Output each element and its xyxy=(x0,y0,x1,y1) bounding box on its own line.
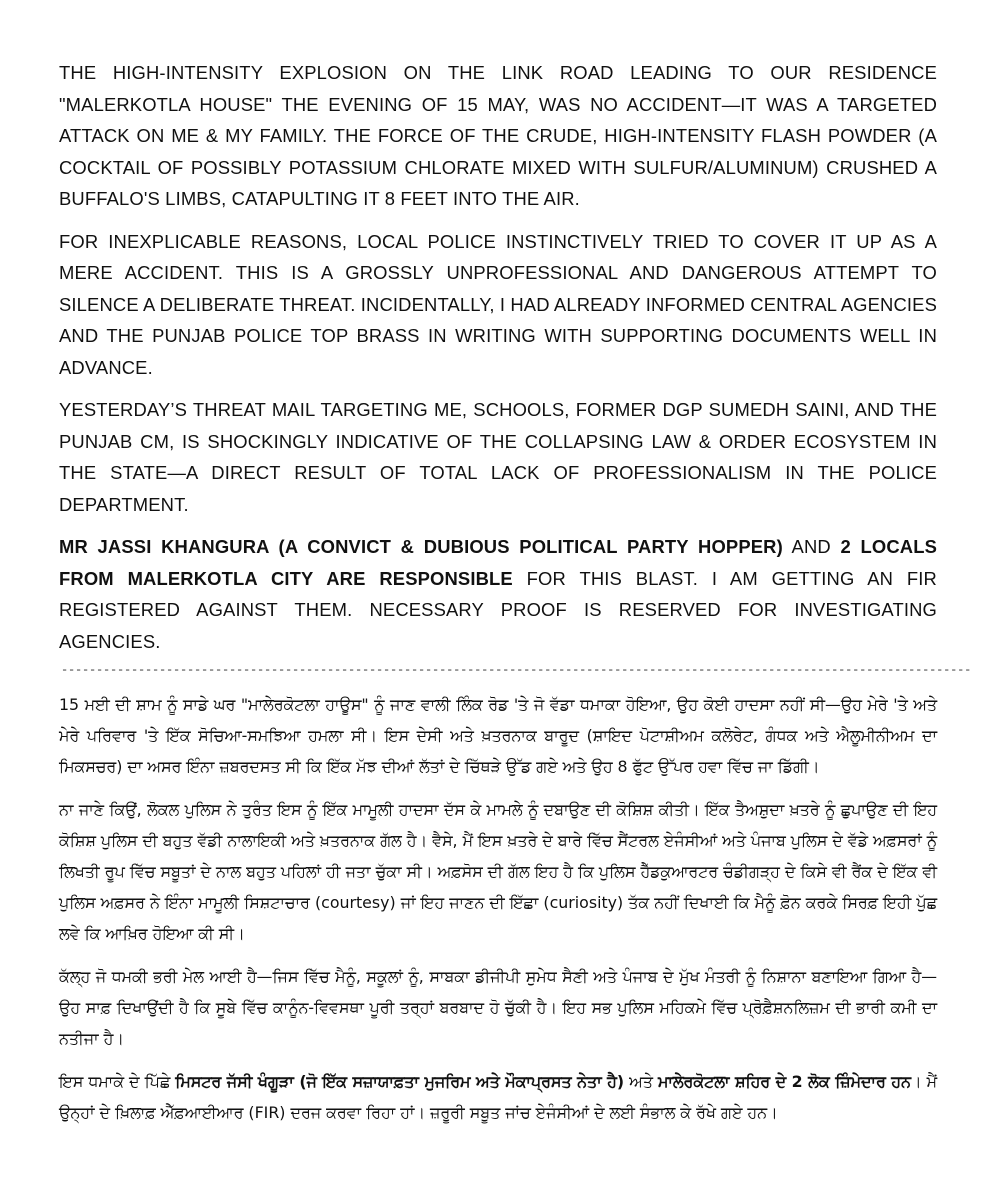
english-paragraph-3: YESTERDAY’S THREAT MAIL TARGETING ME, SCHOOLS, FORMER DGP SUMEDH SAINI, AND THE PUNJAB CM, IS SHOCKINGLY INDICATIVE OF THE COLLAPSING LAW & ORDER ECOSYSTEM IN THE STATE—A DIRECT RESULT OF TOTAL LACK OF PROFESSIONALISM IN THE POLICE DEPARTMENT. xyxy=(59,399,937,515)
english-paragraph-1: THE HIGH-INTENSITY EXPLOSION ON THE LINK ROAD LEADING TO OUR RESIDENCE "MALERKOTLA HOUSE" THE EVENING OF 15 MAY, WAS NO ACCIDENT—IT WAS A TARGETED ATTACK ON ME & MY FAMILY. THE FORCE OF THE CRUDE, HIGH-INTENSITY FLASH POWDER (A COCKTAIL OF POSSIBLY POTASSIUM CHLORATE MIXED WITH SULFUR/ALUMINUM) CRUSHED A BUFFALO'S LIMBS, CATAPULTING IT 8 FEET INTO THE AIR. xyxy=(59,62,937,209)
punjabi-text-rest: । ਮੈਂ ਉਨ੍ਹਾਂ ਦੇ ਖ਼ਿਲਾਫ਼ ਐੱਫ਼ਆਈਆਰ (FIR) ਦਰਜ ਕਰਵਾ ਰਿਹਾ ਹਾਂ। ਜ਼ਰੂਰੀ ਸਬੂਤ ਜਾਂਚ ਏਜੰਸੀਆਂ ਦੇ ਲਈ ਸੰਭਾਲ ਕੇ ਰੱਖੇ ਗਏ ਹਨ। xyxy=(59,1072,937,1122)
punjabi-text-and: ਅਤੇ xyxy=(624,1072,658,1091)
english-section xyxy=(59,57,937,657)
punjabi-highlight-locals: ਮਾਲੇਰਕੋਟਲਾ ਸ਼ਹਿਰ ਦੇ 2 ਲੋਕ ਜ਼ਿੰਮੇਦਾਰ ਹਨ xyxy=(657,1072,911,1091)
punjabi-paragraph-2: ਨਾ ਜਾਣੇ ਕਿਉਂ, ਲੋਕਲ ਪੁਲਿਸ ਨੇ ਤੁਰੰਤ ਇਸ ਨੂੰ ਇੱਕ ਮਾਮੂਲੀ ਹਾਦਸਾ ਦੱਸ ਕੇ ਮਾਮਲੇ ਨੂੰ ਦਬਾਉਣ ਦੀ ਕੋਸ਼ਿਸ਼ ਕੀਤੀ। ਇੱਕ ਤੈਅਸ਼ੁਦਾ ਖ਼ਤਰੇ ਨੂੰ ਛੁਪਾਉਣ ਦੀ ਇਹ ਕੋਸ਼ਿਸ਼ ਪੁਲਿਸ ਦੀ ਬਹੁਤ ਵੱਡੀ ਨਾਲਾਇਕੀ ਅਤੇ ਖ਼ਤਰਨਾਕ ਗੱਲ ਹੈ। ਵੈਸੇ, ਮੈਂ ਇਸ ਖ਼ਤਰੇ ਦੇ ਬਾਰੇ ਵਿੱਚ ਸੈਂਟਰਲ ਏਜੰਸੀਆਂ ਅਤੇ ਪੰਜਾਬ ਪੁਲਿਸ ਦੇ ਵੱਡੇ ਅਫ਼ਸਰਾਂ ਨੂੰ ਲਿਖਤੀ ਰੂਪ ਵਿੱਚ ਸਬੂਤਾਂ ਦੇ ਨਾਲ ਬਹੁਤ ਪਹਿਲਾਂ ਹੀ ਜਤਾ ਚੁੱਕਾ ਸੀ। ਅਫ਼ਸੋਸ ਦੀ ਗੱਲ ਇਹ ਹੈ ਕਿ ਪੁਲਿਸ ਹੈੱਡਕੁਆਰਟਰ ਚੰਡੀਗੜ੍ਹ ਦੇ ਕਿਸੇ ਵੀ ਰੈਂਕ ਦੇ ਇੱਕ ਵੀ ਪੁਲਿਸ ਅਫ਼ਸਰ ਨੇ ਇੰਨਾ ਮਾਮੂਲੀ ਸਿਸ਼ਟਾਚਾਰ (courtesy) ਜਾਂ ਇਹ ਜਾਣਨ ਦੀ ਇੱਛਾ (curiosity) ਤੱਕ ਨਹੀਂ ਦਿਖਾਈ ਕਿ ਮੈਨੂੰ ਫ਼ੋਨ ਕਰਕੇ ਸਿਰਫ਼ ਇਹੀ ਪੁੱਛ ਲਵੇ ਕਿ ਆਖ਼ਿਰ ਹੋਇਆ ਕੀ ਸੀ। xyxy=(59,800,937,943)
english-highlight-accused: MR JASSI KHANGURA (A CONVICT & DUBIOUS POLITICAL PARTY HOPPER) xyxy=(59,536,783,557)
english-paragraph-4 xyxy=(59,531,937,657)
english-paragraph-2: FOR INEXPLICABLE REASONS, LOCAL POLICE INSTINCTIVELY TRIED TO COVER IT UP AS A MERE ACCIDENT. THIS IS A GROSSLY UNPROFESSIONAL AND DANGEROUS ATTEMPT TO SILENCE A DELIBERATE THREAT. INCIDENTALLY, I HAD ALREADY INFORMED CENTRAL AGENCIES AND THE PUNJAB POLICE TOP BRASS IN WRITING WITH SUPPORTING DOCUMENTS WELL IN ADVANCE. xyxy=(59,230,937,378)
section-divider: ---------------------------------------------------------------------------------------------------------------------------------- xyxy=(61,663,972,677)
statement-document xyxy=(59,57,972,1128)
punjabi-section xyxy=(59,689,937,1128)
punjabi-paragraph-4 xyxy=(59,1066,937,1128)
english-highlight-locals: 2 LOCALS FROM MALERKOTLA CITY ARE RESPONSIBLE xyxy=(59,536,938,589)
punjabi-paragraph-3: ਕੱਲ੍ਹ ਜੋ ਧਮਕੀ ਭਰੀ ਮੇਲ ਆਈ ਹੈ—ਜਿਸ ਵਿੱਚ ਮੈਨੂੰ, ਸਕੂਲਾਂ ਨੂੰ, ਸਾਬਕਾ ਡੀਜੀਪੀ ਸੁਮੇਧ ਸੈਣੀ ਅਤੇ ਪੰਜਾਬ ਦੇ ਮੁੱਖ ਮੰਤਰੀ ਨੂੰ ਨਿਸ਼ਾਨਾ ਬਣਾਇਆ ਗਿਆ ਹੈ—ਉਹ ਸਾਫ਼ ਦਿਖਾਉਂਦੀ ਹੈ ਕਿ ਸੂਬੇ ਵਿੱਚ ਕਾਨੂੰਨ-ਵਿਵਸਥਾ ਪੂਰੀ ਤਰ੍ਹਾਂ ਬਰਬਾਦ ਹੋ ਚੁੱਕੀ ਹੈ। ਇਹ ਸਭ ਪੁਲਿਸ ਮਹਿਕਮੇ ਵਿੱਚ ਪ੍ਰੋਫ਼ੈਸ਼ਨਲਿਜ਼ਮ ਦੀ ਭਾਰੀ ਕਮੀ ਦਾ ਨਤੀਜਾ ਹੈ। xyxy=(59,967,937,1048)
punjabi-highlight-accused: ਮਿਸਟਰ ਜੱਸੀ ਖੰਗੂੜਾ (ਜੋ ਇੱਕ ਸਜ਼ਾਯਾਫ਼ਤਾ ਮੁਜਰਿਮ ਅਤੇ ਮੌਕਾਪ੍ਰਸਤ ਨੇਤਾ ਹੈ) xyxy=(175,1072,625,1091)
english-text-and: AND xyxy=(782,536,841,557)
english-text-rest: FOR THIS BLAST. I AM GETTING AN FIR REGISTERED AGAINST THEM. NECESSARY PROOF IS RESERVED FOR INVESTIGATING AGENCIES. xyxy=(59,567,937,652)
punjabi-text-intro: ਇਸ ਧਮਾਕੇ ਦੇ ਪਿੱਛੇ xyxy=(59,1072,176,1091)
punjabi-paragraph-1: 15 ਮਈ ਦੀ ਸ਼ਾਮ ਨੂੰ ਸਾਡੇ ਘਰ "ਮਾਲੇਰਕੋਟਲਾ ਹਾਊਸ" ਨੂੰ ਜਾਣ ਵਾਲੀ ਲਿੰਕ ਰੋਡ 'ਤੇ ਜੋ ਵੱਡਾ ਧਮਾਕਾ ਹੋਇਆ, ਉਹ ਕੋਈ ਹਾਦਸਾ ਨਹੀਂ ਸੀ—ਉਹ ਮੇਰੇ 'ਤੇ ਅਤੇ ਮੇਰੇ ਪਰਿਵਾਰ 'ਤੇ ਇੱਕ ਸੋਚਿਆ-ਸਮਝਿਆ ਹਮਲਾ ਸੀ। ਇਸ ਦੇਸੀ ਅਤੇ ਖ਼ਤਰਨਾਕ ਬਾਰੂਦ (ਸ਼ਾਇਦ ਪੋਟਾਸ਼ੀਅਮ ਕਲੋਰੇਟ, ਗੰਧਕ ਅਤੇ ਐਲੂਮੀਨੀਅਮ ਦਾ ਮਿਕਸਚਰ) ਦਾ ਅਸਰ ਇੰਨਾ ਜ਼ਬਰਦਸਤ ਸੀ ਕਿ ਇੱਕ ਮੱਝ ਦੀਆਂ ਲੱਤਾਂ ਦੇ ਚਿੱਥੜੇ ਉੱਡ ਗਏ ਅਤੇ ਉਹ 8 ਫੁੱਟ ਉੱਪਰ ਹਵਾ ਵਿੱਚ ਜਾ ਡਿੱਗੀ। xyxy=(59,695,937,776)
